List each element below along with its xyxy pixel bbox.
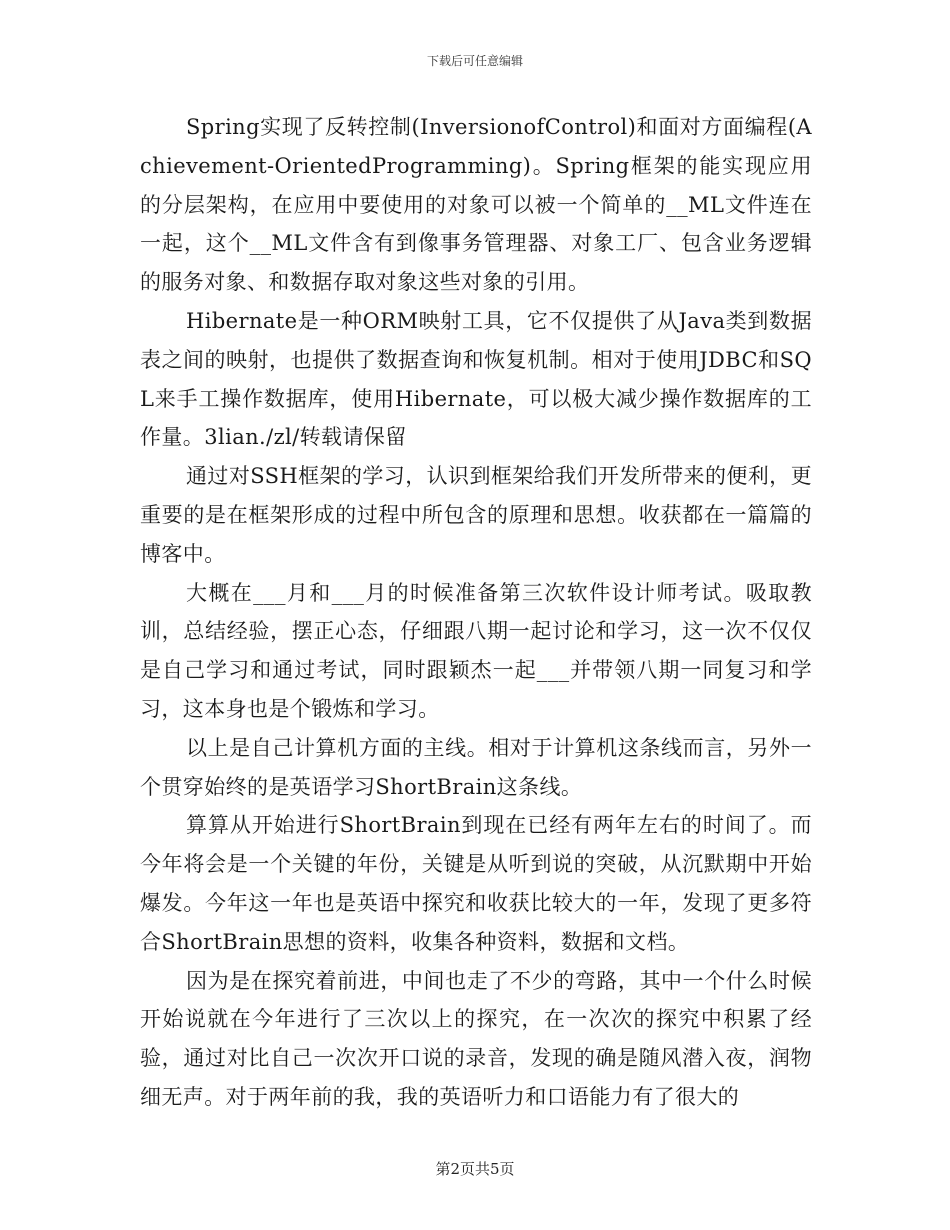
page-header: 下载后可任意编辑 <box>426 54 523 68</box>
paragraph-spring: Spring实现了反转控制(InversionofControl)和面对方面编程(Achievement-OrientedProgramming)。Spring框架的能实现应用的分层架构，在应用中要使用的对象可以被一个简单的__ML文件连在一起，这个__ML文件含有到像事务管理器、对象工厂、包含业务逻辑的服务对象、和数据存取对象这些对象的引用。 <box>140 115 812 295</box>
paragraph-exploration: 因为是在探究着前进，中间也走了不少的弯路，其中一个什么时候开始说就在今年进行了三次以上的探究，在一次次的探究中积累了经验，通过对比自己一次次开口说的录音，发现的确是随风潜入夜，润物细无声。对于两年前的我，我的英语听力和口语能力有了很大的 <box>140 968 812 1109</box>
paragraph-exam: 大概在___月和___月的时候准备第三次软件设计师考试。吸取教训，总结经验，摆正心态，仔细跟八期一起讨论和学习，这一次不仅仅是自己学习和通过考试，同时跟颖杰一起___并带领八期一同复习和学习，这本身也是个锻炼和学习。 <box>140 580 812 721</box>
paragraph-shortbrain: 算算从开始进行ShortBrain到现在已经有两年左右的时间了。而今年将会是一个关键的年份，关键是从听到说的突破，从沉默期中开始爆发。今年这一年也是英语中探究和收获比较大的一年，发现了更多符合ShortBrain思想的资料，收集各种资料，数据和文档。 <box>140 813 812 954</box>
page-footer: 第2页共5页 <box>435 1160 515 1178</box>
document-body <box>140 108 812 1117</box>
paragraph-ssh: 通过对SSH框架的学习，认识到框架给我们开发所带来的便利，更重要的是在框架形成的过程中所包含的原理和思想。收获都在一篇篇的博客中。 <box>140 464 812 566</box>
paragraph-hibernate: Hibernate是一种ORM映射工具，它不仅提供了从Java类到数据表之间的映射，也提供了数据查询和恢复机制。相对于使用JDBC和SQL来手工操作数据库，使用Hibernate，可以极大减少操作数据库的工作量。3lian./zl/转载请保留 <box>140 308 812 450</box>
paragraph-mainline: 以上是自己计算机方面的主线。相对于计算机这条线而言，另外一个贯穿始终的是英语学习ShortBrain这条线。 <box>140 735 812 799</box>
